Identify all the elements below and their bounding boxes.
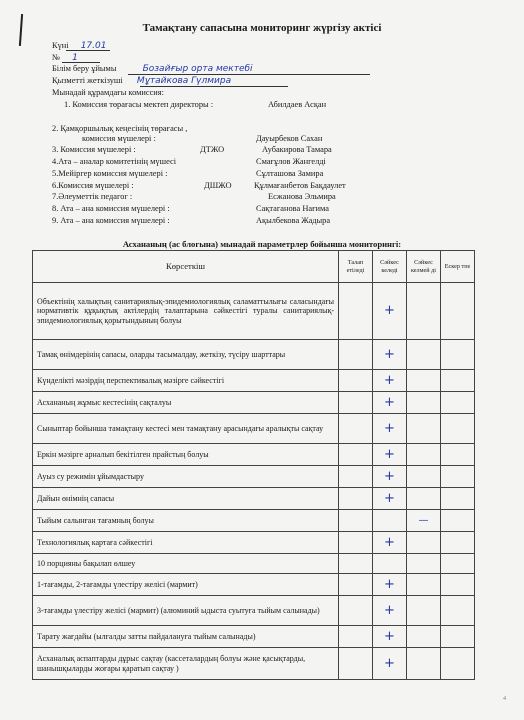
check-mark: + [373,488,407,510]
staff-label: Қызметті жеткізуші [52,76,123,85]
date-value: 17.01 [80,41,107,51]
document-title: Тамақтану сапасына мониторинг жүргізу актісі [142,22,382,34]
check-mark: + [373,532,407,554]
staff-value: Мұтайкова Гүлмира [136,76,232,86]
table-row: Технологиялық картаға сәйкестігі + [33,532,475,554]
page-number: 4 [503,696,506,702]
table-row: Асхананың жұмыс кестесінің сақталуы + [33,392,475,414]
check-mark: + [373,340,407,370]
member-3: 3. Комиссия мүшелері : [52,145,136,154]
check-mark: + [373,574,407,596]
table-row: Тыйым салынған тағамның болуы — [33,510,475,532]
org-value: Бозайғыр орта мектебі [142,64,253,74]
table-row: Сыныптар бойынша тамақтану кестесі мен тамақтану арасындағы аралықты сақтау + [33,414,475,444]
member-4-name: Смағұлов Жангелді [256,157,326,166]
member-2-line1: 2. Қамқоршылық кеңесінің төрағасы , [52,124,188,133]
member-8: 8. Ата – ана комиссия мүшелері : [52,204,170,213]
number-underline [62,62,100,63]
table-row: Дайын өнімнің сапасы + [33,488,475,510]
monitoring-table [32,250,475,680]
member-9: 9. Ата – ана комиссия мүшелері : [52,216,170,225]
member-5: 5.Мейіргер комиссия мүшелері : [52,169,168,178]
col-indicator: Көрсеткіш [33,251,339,283]
number-label: № [52,53,60,62]
number-value: 1 [72,53,78,63]
org-label: Білім беру ұйымы [52,64,117,73]
date-label: Күні [52,41,69,50]
staff-row [52,76,231,86]
table-header-row [33,251,475,283]
member-2-line2: комиссия мүшелері : [82,134,156,143]
check-mark: + [373,392,407,414]
member-4: 4.Ата – аналар комитетінің мүшесі [52,157,177,166]
table-row: Тарату жағдайы (ылғалды затты пайдалануға тыйым салынады) + [33,626,475,648]
table-row: Еркін мәзірге арналып бекітілген прайстың болуы + [33,444,475,466]
check-mark: + [373,466,407,488]
table-row: Объектінің халықтың санитариялық-эпидемиологиялық саламаттылығы саласындағы нормативтік құқықтық актілердің талаптарына сәйкестігі туралы санитариялық-эпидемиологиялық қорытындының болуы + [33,283,475,340]
member-7: 7.Әлеуметтік педагог : [52,192,133,201]
org-row [52,64,253,74]
table-row: 1-тағамды, 2-тағамды үлестіру желісі (мармит) + [33,574,475,596]
member-6: 6.Комиссия мүшелері : [52,181,134,190]
member-5-name: Сұлташова Замира [256,169,324,178]
col-note: Ескер тпе [441,251,475,283]
table-row: Тамақ өнімдерінің сапасы, оларды тасымалдау, жеткізу, түсіру шарттары + [33,340,475,370]
member-2-name: Дауырбеков Сахан [256,134,323,143]
table-row: 10 порцияны бақылап өлшеу [33,554,475,574]
table-row: 3-тағамды үлестіру желісі (мармит) (алюминий ыдыста суытуға тыйым салынады) + [33,596,475,626]
dash-mark: — [407,510,441,532]
commission-label: Мынадай құрамдағы комиссия: [52,88,164,97]
table-row: Асханалық аспаптарды дұрыс сақтау (кассеталардың болуы және қасықтарды, шанышқыларды жоғары қаратып сақтау ) + [33,648,475,680]
check-mark [373,510,407,532]
table-row: Ауыз су режимін ұйымдастыру + [33,466,475,488]
check-mark: + [373,596,407,626]
member-1: 1. Комиссия төрағасы мектеп директоры : [64,100,214,109]
check-mark: + [373,444,407,466]
org-underline [128,74,370,75]
section-title: Асхананың (ас блогына) мынадай параметрлер бойынша мониторингі: [122,239,402,249]
col-nomatch: Сәйкес келмей ді [407,251,441,283]
date-underline [66,50,110,51]
member-6-org: ДШЖО [204,181,232,190]
member-8-name: Сақтаганова Нағима [256,204,329,213]
member-6-name: Құлмағанбетов Бақдаулет [254,181,346,190]
member-7-name: Есжанова Эльмира [268,192,336,201]
col-required: Талап етіледі [339,251,373,283]
table-row: Күнделікті мәзірдің перспективалық мәзірге сәйкестігі + [33,370,475,392]
staff-underline [140,86,288,87]
col-match: Сәйкес келеді [373,251,407,283]
check-mark: + [373,626,407,648]
check-mark: + [373,648,407,680]
member-3-org: ДТЖО [200,145,225,154]
check-mark: + [373,283,407,340]
member-1-name: Абилдаев Асқан [268,100,327,109]
check-mark: + [373,414,407,444]
check-mark: + [373,370,407,392]
member-9-name: Ақылбекова Жадыра [256,216,331,225]
member-3-name: Аубакирова Тамара [262,145,332,154]
